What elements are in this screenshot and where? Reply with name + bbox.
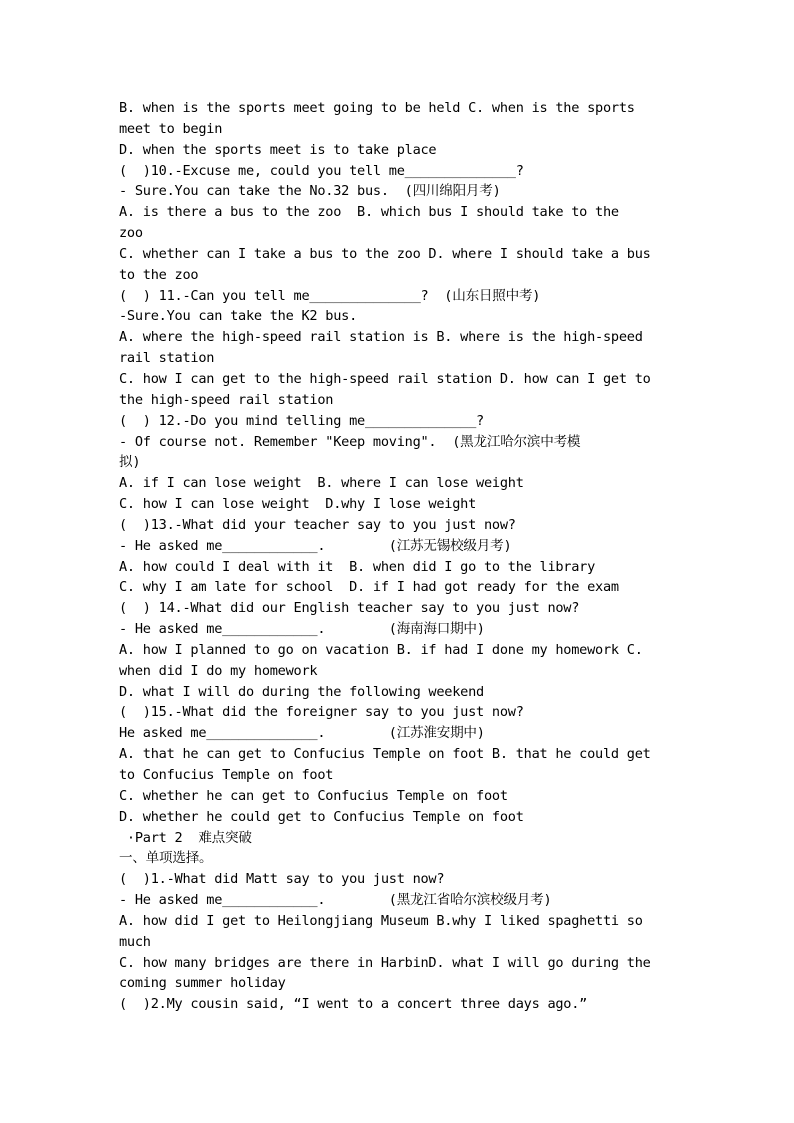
text-line: C. how many bridges are there in HarbinD. what I will go during the [119, 954, 651, 971]
text-line: C. whether he can get to Confucius Temple on foot [119, 787, 508, 804]
text-line: D. when the sports meet is to take place [119, 141, 437, 158]
text-line: C. how I can lose weight D.why I lose weight [119, 496, 477, 513]
text-line: coming summer holiday [119, 975, 286, 992]
text-line: A. is there a bus to the zoo B. which bus I should take to the [119, 204, 619, 221]
text-line: A. that he can get to Confucius Temple on foot B. that he could get [119, 746, 651, 763]
question-12: ( ) 12.-Do you mind telling me______________? [119, 412, 484, 429]
text-line: much [119, 933, 151, 950]
text-line: A. how did I get to Heilongjiang Museum B.why I liked spaghetti so [119, 912, 643, 929]
subsection-heading: 一、单项选择。 [119, 850, 213, 867]
text-line: - He asked me____________. (江苏无锡校级月考) [119, 537, 512, 554]
text-line: - Of course not. Remember "Keep moving". (黑龙江哈尔滨中考模 [119, 433, 581, 450]
question-11: ( ) 11.-Can you tell me______________? (山东日照中考) [119, 287, 541, 304]
question-14: ( ) 14.-What did our English teacher say to you just now? [119, 600, 580, 617]
text-line: - He asked me____________. (海南海口期中) [119, 621, 485, 638]
question-13: ( )13.-What did your teacher say to you just now? [119, 516, 516, 533]
question-1: ( )1.-What did Matt say to you just now? [119, 871, 445, 888]
text-line: D. what I will do during the following weekend [119, 683, 484, 700]
text-line: He asked me______________. (江苏淮安期中) [119, 725, 485, 742]
text-line: A. how could I deal with it B. when did I go to the library [119, 558, 596, 575]
section-heading: ·Part 2 难点突破 [119, 829, 252, 846]
text-line: - He asked me____________. (黑龙江省哈尔滨校级月考) [119, 892, 552, 909]
text-line: B. when is the sports meet going to be held C. when is the sports [119, 100, 635, 116]
question-2: ( )2.My cousin said, “I went to a concert three days ago.” [119, 996, 588, 1013]
text-line: to Confucius Temple on foot [119, 767, 334, 783]
question-15: ( )15.-What did the foreigner say to you just now? [119, 704, 524, 721]
text-line: to the zoo [119, 266, 199, 283]
text-line: A. where the high-speed rail station is B. where is the high-speed [119, 329, 643, 346]
text-line: the high-speed rail station [119, 391, 334, 408]
text-line: zoo [119, 225, 143, 242]
text-line: C. why I am late for school D. if I had got ready for the exam [119, 579, 619, 596]
text-line: C. whether can I take a bus to the zoo D. where I should take a bus [119, 245, 651, 262]
text-line: -Sure.You can take the K2 bus. [119, 308, 358, 325]
text-line: A. how I planned to go on vacation B. if had I done my homework C. [119, 641, 643, 658]
text-line: 拟) [119, 454, 141, 471]
exercise-text [119, 98, 664, 1015]
text-line: meet to begin [119, 120, 223, 137]
text-line: - Sure.You can take the No.32 bus. (四川绵阳月考) [119, 183, 501, 200]
text-line: rail station [119, 350, 215, 367]
text-line: D. whether he could get to Confucius Temple on foot [119, 808, 524, 825]
text-line: C. how I can get to the high-speed rail station D. how can I get to [119, 370, 651, 387]
text-line: A. if I can lose weight B. where I can lose weight [119, 475, 524, 492]
question-10: ( )10.-Excuse me, could you tell me______________? [119, 162, 524, 179]
text-line: when did I do my homework [119, 662, 318, 679]
